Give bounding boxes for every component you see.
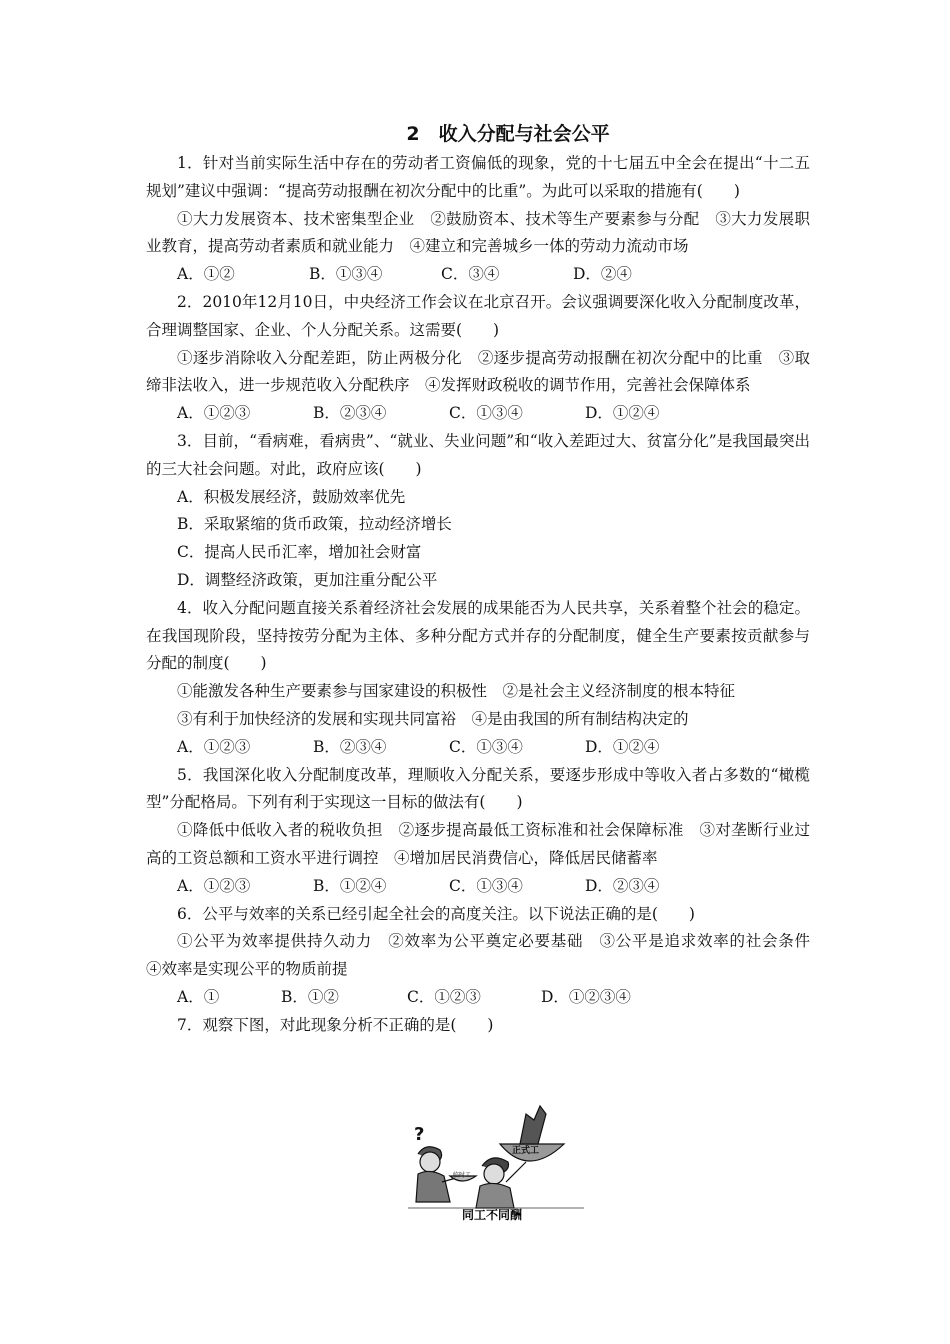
q4-item-1: ①能激发各种生产要素参与国家建设的积极性 ②是社会主义经济制度的根本特征: [177, 682, 736, 701]
q3-option-c: C．提高人民币汇率，增加社会财富: [177, 543, 422, 562]
q6-option-d: D．①②③④: [541, 987, 631, 1006]
formal-worker-drawing: [476, 1158, 526, 1208]
q5-items: ①降低中低收入者的税收负担 ②逐步提高最低工资标准和社会保障标准 ③对垄断行业过高的工资总额和工资水平进行调控 ④增加居民消费信心，降低居民储蓄率: [146, 821, 810, 867]
q5-option-b: B．①②④: [313, 876, 387, 895]
q1-option-c: C．③④: [441, 265, 500, 284]
q1-stem: 1．针对当前实际生活中存在的劳动者工资偏低的现象，党的十七届五中全会在提出“十二五规划”建议中强调：“提高劳动报酬在初次分配中的比重”。为此可以采取的措施有( ): [146, 154, 810, 200]
q4-stem: 4．收入分配问题直接关系着经济社会发展的成果能否为人民共享，关系着整个社会的稳定。在我国现阶段，坚持按劳分配为主体、多种分配方式并存的分配制度，健全生产要素按贡献参与分配的制度( ): [146, 598, 810, 673]
q4-option-a: A．①②③: [177, 737, 251, 756]
q4-option-c: C．①③④: [449, 737, 523, 756]
figure-caption: 同工不同酬: [461, 1208, 522, 1222]
q3-option-a: A．积极发展经济，鼓励效率优先: [177, 487, 406, 506]
q3-option-b: B．采取紧缩的货币政策，拉动经济增长: [177, 515, 452, 534]
small-bowl: [450, 1171, 476, 1181]
question-mark-text: ?: [414, 1124, 425, 1145]
q4-item-2: ③有利于加快经济的发展和实现共同富裕 ④是由我国的所有制结构决定的: [177, 709, 689, 728]
q5-option-a: A．①②③: [177, 876, 251, 895]
q2-option-c: C．①③④: [449, 404, 523, 423]
small-bowl-label: 临时工: [453, 1172, 472, 1179]
q2-options: [146, 400, 810, 428]
q6-items: ①公平为效率提供持久动力 ②效率为公平奠定必要基础 ③公平是追求效率的社会条件 ④效率是实现公平的物质前提: [146, 932, 826, 979]
temporary-worker-drawing: [414, 1124, 456, 1202]
q5-option-d: D．②③④: [585, 876, 660, 895]
q4-options: [146, 734, 810, 762]
q3-stem: 3．目前，“看病难，看病贵”、“就业、失业问题”和“收入差距过大、贫富分化”是我国最突出的三大社会问题。对此，政府应该( ): [146, 431, 810, 478]
q4-option-d: D．①②④: [585, 737, 660, 756]
q6-stem: 6．公平与效率的关系已经引起全社会的高度关注。以下说法正确的是( ): [177, 904, 695, 923]
q6-option-c: C．①②③: [407, 987, 481, 1006]
q7-stem: 7．观察下图，对此现象分析不正确的是( ): [177, 1015, 494, 1034]
q2-option-a: A．①②③: [177, 404, 251, 423]
big-bowl-label: 正式工: [512, 1146, 540, 1156]
q5-options: [146, 873, 810, 901]
big-bowl: [500, 1106, 564, 1161]
q3-option-d: D．调整经济政策，更加注重分配公平: [177, 570, 438, 589]
document-page: [146, 118, 826, 1040]
q2-stem: 2．2010年12月10日，中央经济工作会议在北京召开。会议强调要深化收入分配制度改革，合理调整国家、企业、个人分配关系。这需要( ): [146, 292, 810, 339]
q5-stem: 5．我国深化收入分配制度改革，理顺收入分配关系，要逐步形成中等收入者占多数的“橄榄型”分配格局。下列有利于实现这一目标的做法有( ): [146, 765, 810, 812]
q1-option-b: B．①③④: [309, 265, 383, 284]
q1-options: [146, 261, 810, 289]
q6-options: [146, 984, 810, 1012]
q5-option-c: C．①③④: [449, 876, 523, 895]
q1-option-a: A．①②: [177, 265, 235, 284]
q2-items: ①逐步消除收入分配差距，防止两极分化 ②逐步提高劳动报酬在初次分配中的比重 ③取缔非法收入，进一步规范收入分配秩序 ④发挥财政税收的调节作用，完善社会保障体系: [146, 348, 810, 395]
page-title: 2 收入分配与社会公平: [406, 123, 610, 145]
q6-option-a: A．①: [177, 987, 220, 1006]
q1-items: ①大力发展资本、技术密集型企业 ②鼓励资本、技术等生产要素参与分配 ③大力发展职业教育，提高劳动者素质和就业能力 ④建立和完善城乡一体的劳动力流动市场: [146, 209, 810, 256]
q4-option-b: B．②③④: [313, 737, 387, 756]
q6-option-b: B．①②: [281, 987, 339, 1006]
q2-option-b: B．②③④: [313, 404, 387, 423]
q1-option-d: D．②④: [573, 265, 632, 284]
q2-option-d: D．①②④: [585, 404, 660, 423]
